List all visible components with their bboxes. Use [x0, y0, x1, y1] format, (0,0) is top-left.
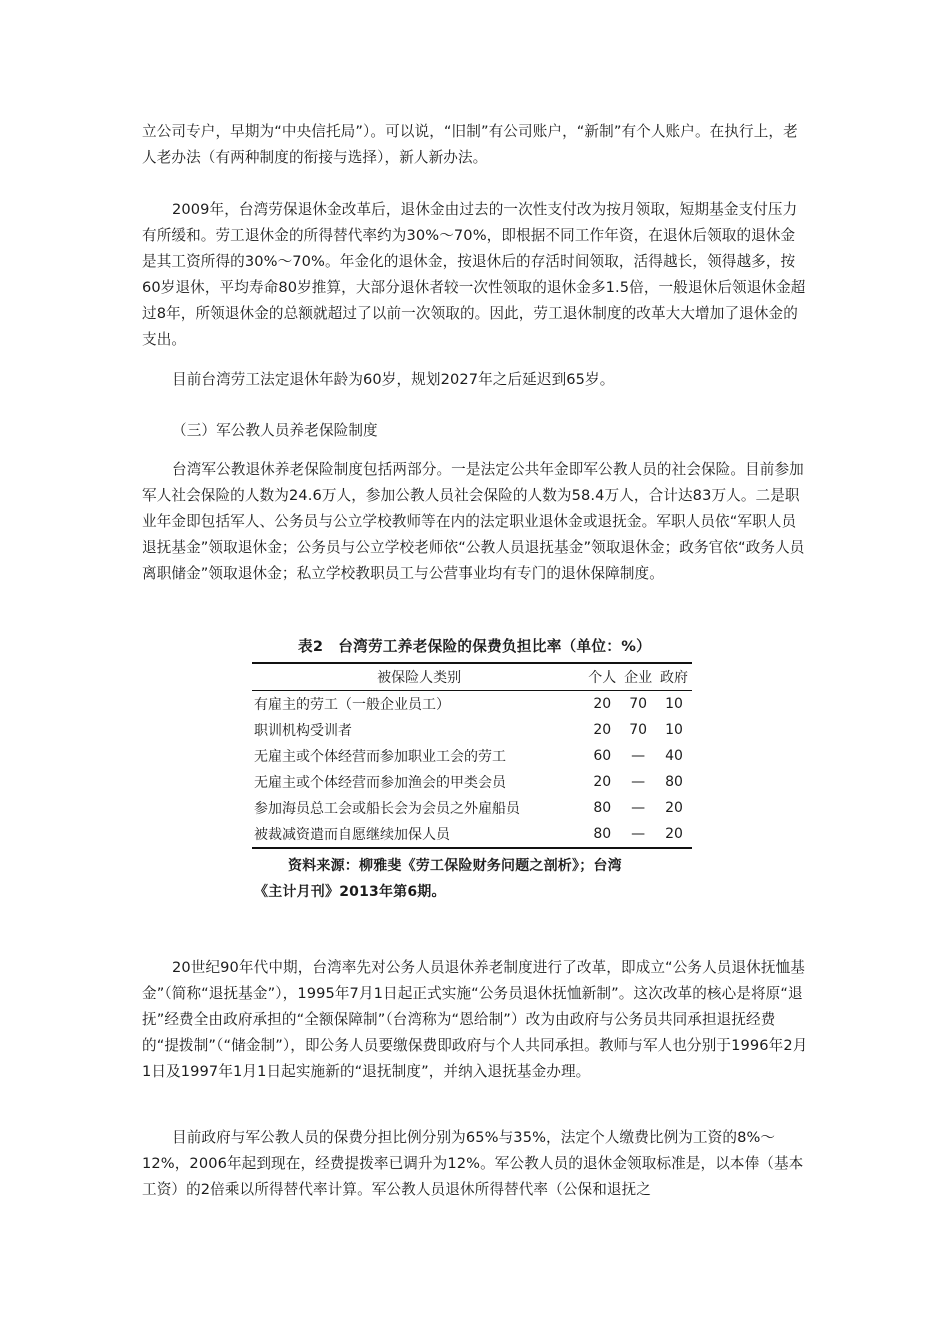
cell-individual: 60 [593, 748, 612, 764]
cell-enterprise: — [631, 774, 646, 790]
header-enterprise: 企业 [620, 663, 656, 691]
cell-category: 有雇主的劳工（一般企业员工） [254, 697, 450, 713]
table-caption: 表2 台湾劳工养老保险的保费负担比率（单位：%） [297, 638, 652, 655]
cell-individual: 80 [593, 800, 612, 816]
paragraph-military-civil-system [142, 457, 808, 587]
section-heading [142, 418, 808, 444]
paragraph-premium-ratio [142, 1125, 808, 1203]
paragraph-text: 立公司专户，早期为“中央信托局”）。可以说，“旧制”有公司账户，“新制”有个人账户。在执行上，老人老办法（有两种制度的衔接与选择），新人新办法。 [142, 123, 798, 166]
cell-enterprise: 70 [629, 696, 648, 712]
premium-table-block [252, 632, 697, 905]
table-row [252, 795, 692, 821]
table-row [252, 769, 692, 795]
paragraph-text: 目前台湾劳工法定退休年龄为60岁，规划2027年之后延迟到65岁。 [172, 371, 615, 388]
cell-category: 被裁减资遣而自愿继续加保人员 [252, 821, 584, 848]
cell-individual: 20 [593, 696, 612, 712]
table-header-row [252, 663, 692, 691]
premium-share-table [252, 662, 692, 849]
cell-government: 20 [665, 800, 683, 816]
paragraph-text: 2009年，台湾劳保退休金改革后，退休金由过去的一次性支付改为按月领取，短期基金支付压力有所缓和。劳工退休金的所得替代率约为30%～70%，即根据不同工作年资，在退休后领取的退休金是其工资所得的30%～70%。年金化的退休金，按退休后的存活时间领取，活得越长，领得越多，按60岁退休，平均寿命80岁推算，大部分退休者较一次性领取的退休金多1.5倍，一般退休后领退休金超过8年，所领退休金的总额就超过了以前一次领取的。因此，劳工退休制度的改革大大增加了退休金的支出。 [142, 201, 806, 348]
cell-enterprise: — [620, 821, 656, 848]
paragraph-account-system [142, 119, 808, 171]
cell-individual: 80 [584, 821, 620, 848]
paragraph-retirement-age [142, 367, 808, 393]
header-category: 被保险人类别 [252, 663, 584, 691]
header-individual: 个人 [584, 663, 620, 691]
header-government: 政府 [656, 663, 692, 691]
cell-individual: 20 [593, 722, 612, 738]
cell-enterprise: — [631, 800, 646, 816]
cell-government: 10 [665, 696, 683, 712]
cell-category: 参加海员总工会或船长会为会员之外雇船员 [254, 801, 520, 817]
cell-category: 无雇主或个体经营而参加职业工会的劳工 [254, 749, 506, 765]
cell-enterprise: — [631, 748, 646, 764]
cell-government: 40 [665, 748, 683, 764]
table-row [252, 691, 692, 718]
paragraph-2009-reform [142, 197, 808, 353]
paragraph-text: 20世纪90年代中期，台湾率先对公务人员退休养老制度进行了改革，即成立“公务人员退休抚恤基金”（简称“退抚基金”），1995年7月1日起正式实施“公务员退休抚恤新制”。这次改革的核心是将原“退抚”经费全由政府承担的“全额保障制”（台湾称为“恩给制”）改为由政府与公务员共同承担退抚经费的“提拨制”（“储金制”），即公务人员要缴保费即政府与个人共同承担。教师与军人也分别于1996年2月1日及1997年1月1日起实施新的“退抚制度”，并纳入退抚基金办理。 [142, 959, 808, 1080]
cell-enterprise: 70 [629, 722, 648, 738]
table-row [252, 743, 692, 769]
table-source-line1: 资料来源：柳雅斐《劳工保险财务问题之剖析》；台湾 [288, 858, 622, 874]
paragraph-1990s-reform [142, 955, 808, 1085]
table-row [252, 717, 692, 743]
paragraph-text: 台湾军公教退休养老保险制度包括两部分。一是法定公共年金即军公教人员的社会保险。目前参加军人社会保险的人数为24.6万人，参加公教人员社会保险的人数为58.4万人，合计达83万人。二是职业年金即包括军人、公务员与公立学校教师等在内的法定职业退休金或退抚金。军职人员依“军职人员退抚基金”领取退休金；公务员与公立学校老师依“公教人员退抚基金”领取退休金；政务官依“政务人员离职储金”领取退休金；私立学校教职员工与公营事业均有专门的退休保障制度。 [142, 461, 805, 582]
cell-category: 职训机构受训者 [254, 723, 352, 739]
section-heading-text: （三）军公教人员养老保险制度 [172, 422, 378, 439]
cell-government: 20 [656, 821, 692, 848]
cell-government: 10 [665, 722, 683, 738]
cell-individual: 20 [593, 774, 612, 790]
cell-government: 80 [665, 774, 683, 790]
paragraph-text: 目前政府与军公教人员的保费分担比例分别为65%与35%，法定个人缴费比例为工资的8%～12%，2006年起到现在，经费提拨率已调升为12%。军公教人员的退休金领取标准是，以本俸（基本工资）的2倍乘以所得替代率计算。军公教人员退休所得替代率（公保和退抚之 [142, 1129, 804, 1198]
table-row [252, 821, 692, 848]
table-source-line2: 《主计月刊》2013年第6期。 [254, 884, 446, 900]
cell-category: 无雇主或个体经营而参加渔会的甲类会员 [254, 775, 506, 791]
